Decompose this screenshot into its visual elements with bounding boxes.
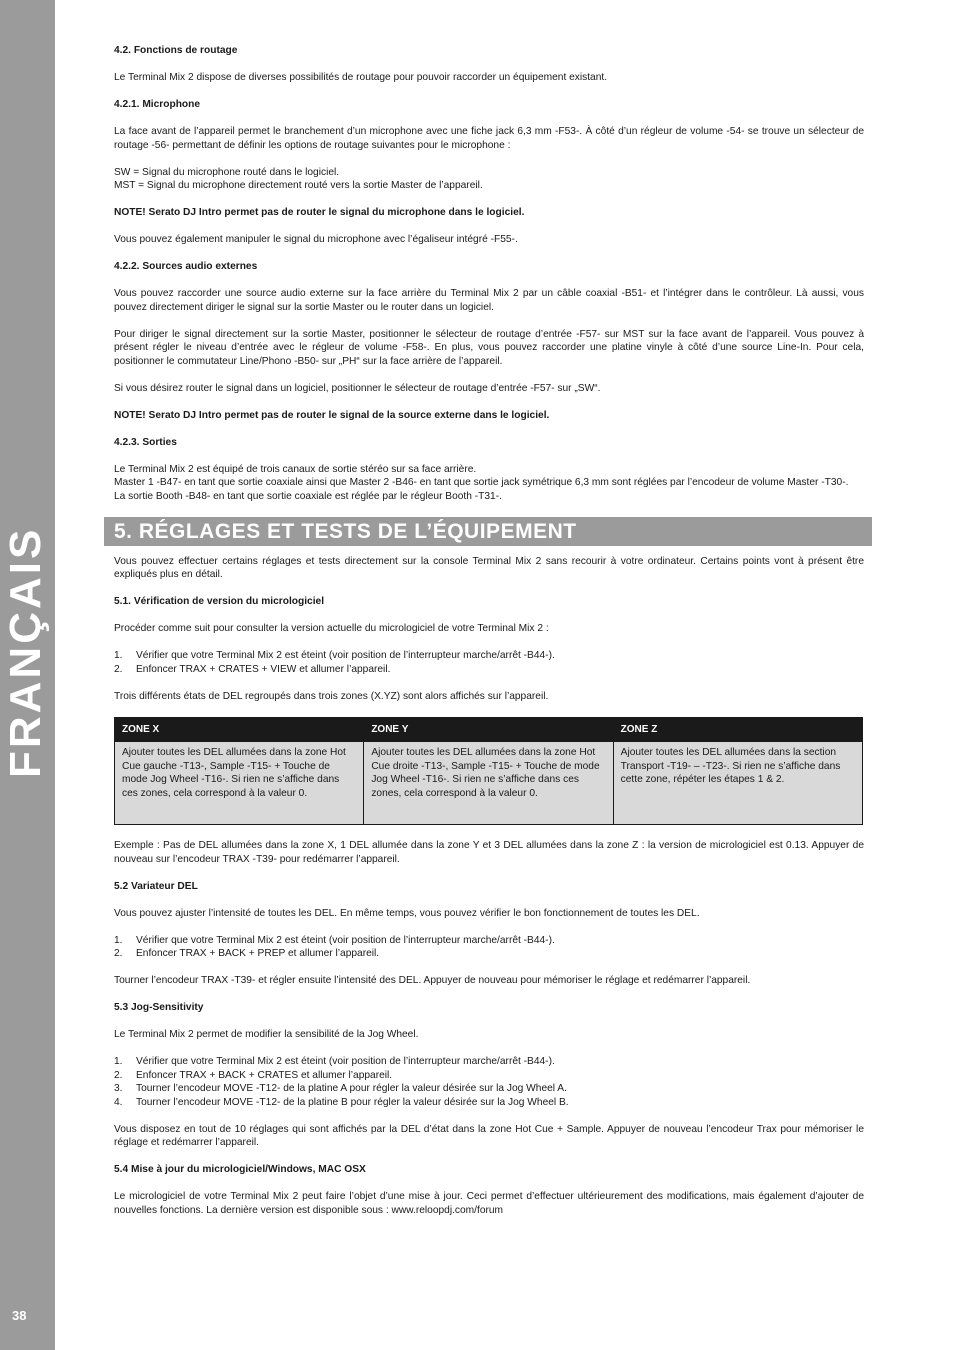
step-number: 2. <box>114 663 123 675</box>
paragraph: Vous pouvez effectuer certains réglages et tests directement sur la console Terminal Mix 2 sans recourir à votre ordinateur. Certains points vont à présent être expliqués plus en détail. <box>114 555 864 580</box>
step-number: 2. <box>114 1069 123 1081</box>
outputs-line-1: Le Terminal Mix 2 est équipé de trois canaux de sortie stéréo sur sa face arrière. <box>114 463 477 475</box>
page-number: 38 <box>12 1308 27 1323</box>
heading-4-2-1: 4.2.1. Microphone <box>114 99 201 110</box>
table-row <box>115 742 863 825</box>
step-text: Tourner l’encodeur MOVE -T12- de la platine A pour régler la valeur désirée sur la Jog Wheel A. <box>136 1083 567 1094</box>
note-microphone: NOTE! Serato DJ Intro permet pas de router le signal du microphone dans le logiciel. <box>114 207 525 218</box>
paragraph-routing-options <box>114 166 864 193</box>
paragraph: Le Terminal Mix 2 permet de modifier la sensibilité de la Jog Wheel. <box>114 1029 419 1040</box>
list-item <box>114 934 864 948</box>
step-text: Tourner l’encodeur MOVE -T12- de la platine B pour régler la valeur désirée sur la Jog Wheel B. <box>136 1096 569 1108</box>
steps-list-5-1 <box>114 649 864 676</box>
heading-4-2-2: 4.2.2. Sources audio externes <box>114 261 258 272</box>
list-item <box>114 1055 864 1069</box>
zones-table <box>114 717 863 826</box>
paragraph: Le micrologiciel de votre Terminal Mix 2 peut faire l’objet d’une mise à jour. Ceci permet d’effectuer ultérieurement des modifications, mais également d’ajouter de nouvelles fonctions. La dernière version est disponible sous : www.reloopdj.com/forum <box>114 1191 864 1216</box>
header-zone-z: ZONE Z <box>613 717 862 742</box>
list-item <box>114 1069 864 1083</box>
step-text: Vérifier que votre Terminal Mix 2 est éteint (voir position de l’interrupteur marche/arrêt -B44-). <box>136 934 555 946</box>
page-content <box>114 44 864 1231</box>
language-label: FRANÇAIS <box>1 526 50 778</box>
paragraph: Vous pouvez ajuster l’intensité de toutes les DEL. En même temps, vous pouvez vérifier le bon fonctionnement de toutes les DEL. <box>114 907 700 919</box>
chapter-5-title: 5. RÉGLAGES ET TESTS DE L’ÉQUIPEMENT <box>104 517 872 546</box>
step-text: Enfoncer TRAX + CRATES + VIEW et allumer l’appareil. <box>136 663 391 675</box>
step-number: 3. <box>114 1083 123 1094</box>
steps-list-5-2 <box>114 934 864 961</box>
heading-4-2-3: 4.2.3. Sorties <box>114 436 177 448</box>
step-number: 1. <box>114 1056 123 1067</box>
step-number: 1. <box>114 934 123 946</box>
table-header-row <box>115 717 863 742</box>
paragraph-example: Exemple : Pas de DEL allumées dans la zone X, 1 DEL allumée dans la zone Y et 3 DEL allumées dans la zone Z : la version de micrologiciel est 0.13. Appuyer de nouveau sur l’encodeur TRAX -T39- pour redémarrer l’appareil. <box>114 840 864 865</box>
list-item <box>114 1082 864 1096</box>
list-item <box>114 1096 864 1110</box>
routing-sw: SW = Signal du microphone routé dans le logiciel. <box>114 166 340 178</box>
list-item <box>114 663 864 677</box>
paragraph: Vous pouvez également manipuler le signal du microphone avec l’égaliseur intégré -F55-. <box>114 234 518 245</box>
step-text: Vérifier que votre Terminal Mix 2 est éteint (voir position de l’interrupteur marche/arrêt -B44-). <box>136 1056 555 1067</box>
cell-zone-y: Ajouter toutes les DEL allumées dans la zone Hot Cue droite -T13-, Sample -T15- + Touche de mode Jog Wheel -T16-. Si rien ne s’affiche dans ces zones, cela correspond à la valeur 0. <box>364 742 613 825</box>
paragraph: Le Terminal Mix 2 dispose de diverses possibilités de routage pour pouvoir raccorder un équipement existant. <box>114 72 608 83</box>
heading-5-2: 5.2 Variateur DEL <box>114 880 198 892</box>
paragraph: Si vous désirez router le signal dans un logiciel, positionner le sélecteur de routage d’entrée -F57- sur „SW“. <box>114 382 601 394</box>
paragraph: Trois différents états de DEL regroupés dans trois zones (X.YZ) sont alors affichés sur l’appareil. <box>114 690 549 702</box>
list-item <box>114 649 864 663</box>
paragraph: Pour diriger le signal directement sur la sortie Master, positionner le sélecteur de routage d’entrée -F57- sur MST sur la face avant de l’appareil. Vous pouvez à présent régler le niveau d’entrée avec le régleur de volume -F58-. En plus, vous pouvez raccorder une platine vinyle à côté d’une source Line-In. Pour cela, positionner le commutateur Line/Phono -B50- sur „PH“ sur la face arrière de l’appareil. <box>114 328 864 367</box>
outputs-line-2: Master 1 -B47- en tant que sortie coaxiale ainsi que Master 2 -B46- en tant que sortie jack symétrique 6,3 mm sont réglées par l’encodeur de volume Master -T30-. <box>114 477 849 488</box>
cell-zone-x: Ajouter toutes les DEL allumées dans la zone Hot Cue gauche -T13-, Sample -T15- + Touche de mode Jog Wheel -T16-. Si rien ne s’affiche dans ces zones, cela correspond à la valeur 0. <box>115 742 364 825</box>
cell-zone-z: Ajouter toutes les DEL allumées dans la section Transport -T19- – -T23-. Si rien ne s’affiche dans cette zone, répéter les étapes 1 & 2. <box>613 742 862 825</box>
paragraph: Procéder comme suit pour consulter la version actuelle du micrologiciel de votre Terminal Mix 2 : <box>114 623 549 634</box>
step-number: 1. <box>114 650 123 661</box>
steps-list-5-3 <box>114 1055 864 1109</box>
header-zone-x: ZONE X <box>115 717 364 742</box>
list-item <box>114 947 864 961</box>
paragraph: La face avant de l’appareil permet le branchement d’un microphone avec une fiche jack 6,3 mm -F53-. À côté d’un régleur de volume -54- se trouve un sélecteur de routage -56- permettant de définir les options de routage suivantes pour le microphone : <box>114 126 864 151</box>
step-number: 2. <box>114 948 123 959</box>
paragraph: Tourner l’encodeur TRAX -T39- et régler ensuite l’intensité des DEL. Appuyer de nouveau pour mémoriser le réglage et redémarrer l’appareil. <box>114 975 751 986</box>
paragraph: Vous disposez en tout de 10 réglages qui sont affichés par la DEL d’état dans la zone Hot Cue + Sample. Appuyer de nouveau l’encodeur Trax pour mémoriser le réglage et redémarrer l’appareil. <box>114 1123 864 1148</box>
language-sidebar <box>0 0 55 1350</box>
routing-mst: MST = Signal du microphone directement routé vers la sortie Master de l’appareil. <box>114 180 483 191</box>
heading-4-2: 4.2. Fonctions de routage <box>114 45 238 56</box>
paragraph-outputs <box>114 463 864 504</box>
note-external-source: NOTE! Serato DJ Intro permet pas de router le signal de la source externe dans le logiciel. <box>114 409 550 421</box>
step-number: 4. <box>114 1096 123 1108</box>
step-text: Vérifier que votre Terminal Mix 2 est éteint (voir position de l’interrupteur marche/arrêt -B44-). <box>136 650 555 661</box>
language-label-wrap <box>1 526 50 779</box>
heading-5-1: 5.1. Vérification de version du micrologiciel <box>114 596 325 607</box>
step-text: Enfoncer TRAX + BACK + CRATES et allumer l’appareil. <box>136 1069 393 1081</box>
heading-5-3: 5.3 Jog-Sensitivity <box>114 1002 204 1013</box>
header-zone-y: ZONE Y <box>364 717 613 742</box>
outputs-line-3: La sortie Booth -B48- en tant que sortie coaxiale est réglée par le régleur Booth -T31-. <box>114 490 502 502</box>
heading-5-4: 5.4 Mise à jour du micrologiciel/Windows, MAC OSX <box>114 1164 366 1175</box>
paragraph: Vous pouvez raccorder une source audio externe sur la face arrière du Terminal Mix 2 par un câble coaxial -B51- et l’intégrer dans le contrôleur. Là aussi, vous pouvez directement diriger le signal sur la sortie Master ou le router dans un logiciel. <box>114 288 864 313</box>
step-text: Enfoncer TRAX + BACK + PREP et allumer l’appareil. <box>136 948 380 959</box>
